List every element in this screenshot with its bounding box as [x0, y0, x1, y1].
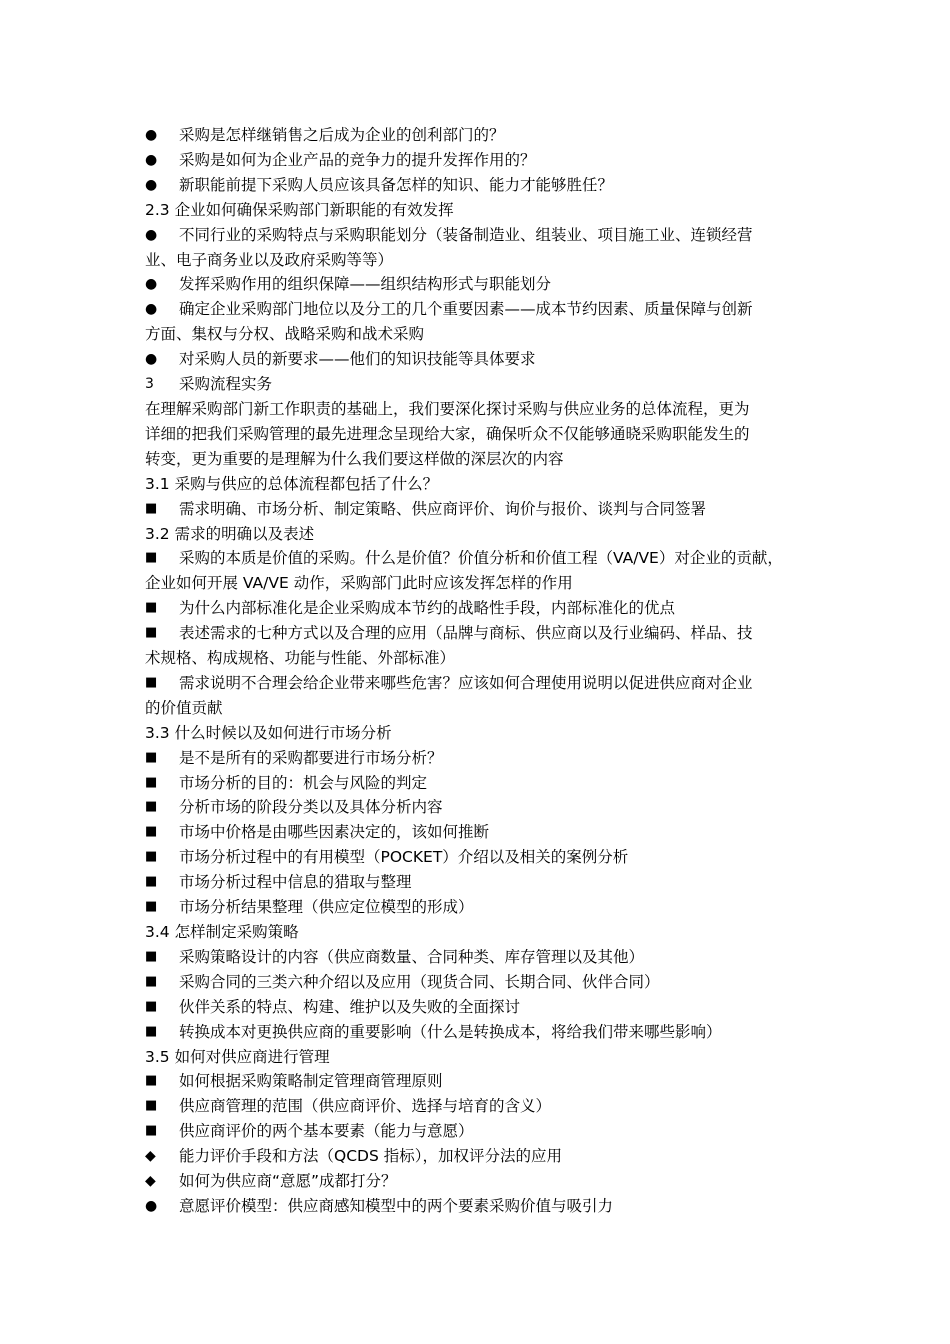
bullet-item — [145, 1020, 825, 1045]
bullet-text: 采购是如何为企业产品的竞争力的提升发挥作用的？ — [179, 150, 536, 169]
bullet-square-icon: ■ — [145, 500, 158, 516]
bullet-text: 市场分析过程中的有用模型（POCKET）介绍以及相关的案例分析 — [179, 848, 629, 867]
bullet-item — [145, 795, 825, 820]
bullet-circle-icon: ● — [145, 226, 158, 243]
bullet-text: 新职能前提下采购人员应该具备怎样的知识、能力才能够胜任？ — [179, 175, 614, 194]
bullet-square-icon: ■ — [145, 973, 158, 989]
bullet-item — [145, 995, 825, 1020]
bullet-item — [145, 1144, 825, 1169]
bullet-text: 是不是所有的采购都要进行市场分析？ — [179, 748, 443, 767]
section-heading: 3.4 怎样制定采购策略 — [145, 923, 299, 941]
bullet-square-icon: ■ — [145, 674, 158, 690]
bullet-text: 市场中价格是由哪些因素决定的，该如何推断 — [179, 823, 490, 842]
bullet-text-continuation: 的价值贡献 — [145, 698, 223, 717]
bullet-item — [145, 970, 825, 995]
bullet-text: 需求明确、市场分析、制定策略、供应商评价、询价与报价、谈判与合同签署 — [179, 499, 707, 518]
bullet-text: 发挥采购作用的组织保障——组织结构形式与职能划分 — [179, 275, 552, 294]
bullet-text: 不同行业的采购特点与采购职能划分（装备制造业、组装业、项目施工业、连锁经营 — [179, 225, 753, 244]
bullet-item — [145, 1169, 825, 1194]
bullet-text: 如何根据采购策略制定管理商管理原则 — [179, 1072, 443, 1091]
bullet-text: 市场分析的目的：机会与风险的判定 — [179, 773, 428, 792]
bullet-square-icon: ■ — [145, 1123, 158, 1139]
bullet-circle-icon: ● — [145, 151, 158, 168]
chapter-title: 采购流程实务 — [179, 375, 273, 394]
bullet-text-continuation: 方面、集权与分权、战略采购和战术采购 — [145, 325, 425, 344]
bullet-text: 意愿评价模型：供应商感知模型中的两个要素采购价值与吸引力 — [179, 1196, 614, 1215]
bullet-text: 市场分析结果整理（供应定位模型的形成） — [179, 898, 474, 917]
paragraph-line: 在理解采购部门新工作职责的基础上，我们要深化探讨采购与供应业务的总体流程，更为 — [145, 399, 750, 418]
bullet-square-icon: ■ — [145, 600, 158, 616]
bullet-item — [145, 621, 825, 646]
bullet-square-icon: ■ — [145, 899, 158, 915]
bullet-text: 转换成本对更换供应商的重要影响（什么是转换成本，将给我们带来哪些影响） — [179, 1022, 722, 1041]
section-heading: 3.3 什么时候以及如何进行市场分析 — [145, 723, 392, 742]
bullet-text: 采购是怎样继销售之后成为企业的创利部门的？ — [179, 126, 505, 144]
bullet-circle-icon: ● — [145, 276, 158, 293]
bullet-square-icon: ■ — [145, 625, 158, 641]
bullet-text: 对采购人员的新要求——他们的知识技能等具体要求 — [179, 350, 536, 369]
bullet-item — [145, 1094, 825, 1119]
bullet-item — [145, 148, 825, 173]
bullet-diamond-icon: ◆ — [145, 1148, 156, 1165]
bullet-square-icon: ■ — [145, 948, 158, 964]
bullet-item — [145, 596, 825, 621]
bullet-item — [145, 746, 825, 771]
bullet-circle-icon: ● — [145, 127, 158, 143]
bullet-text: 市场分析过程中信息的猎取与整理 — [179, 873, 412, 892]
bullet-text: 如何为供应商“意愿”成都打分？ — [179, 1172, 397, 1191]
bullet-square-icon: ■ — [145, 550, 158, 566]
bullet-text-continuation: 术规格、构成规格、功能与性能、外部标准） — [145, 649, 456, 668]
paragraph-line: 详细的把我们采购管理的最先进理念呈现给大家，确保听众不仅能够通晓采购职能发生的 — [145, 424, 750, 443]
bullet-text: 确定企业采购部门地位以及分工的几个重要因素——成本节约因素、质量保障与创新 — [179, 300, 753, 319]
section-heading: 2.3 企业如何确保采购部门新职能的有效发挥 — [145, 200, 454, 219]
section-heading: 3.5 如何对供应商进行管理 — [145, 1047, 330, 1066]
bullet-square-icon: ■ — [145, 1073, 158, 1089]
bullet-text: 表述需求的七种方式以及合理的应用（品牌与商标、供应商以及行业编码、样品、技 — [179, 624, 753, 643]
bullet-item — [145, 1069, 825, 1094]
bullet-text: 伙伴关系的特点、构建、维护以及失败的全面探讨 — [179, 997, 521, 1016]
bullet-text: 采购的本质是价值的采购。什么是价值？价值分析和价值工程（VA/VE）对企业的贡献， — [179, 549, 783, 568]
bullet-text: 采购策略设计的内容（供应商数量、合同种类、库存管理以及其他） — [179, 947, 645, 966]
bullet-item — [145, 123, 825, 148]
chapter-heading — [145, 372, 825, 397]
bullet-item — [145, 895, 825, 920]
chapter-number: 3 — [145, 376, 154, 393]
bullet-item — [145, 945, 825, 970]
bullet-text: 为什么内部标准化是企业采购成本节约的战略性手段，内部标准化的优点 — [179, 599, 676, 618]
bullet-item — [145, 671, 825, 696]
bullet-item — [145, 546, 825, 571]
bullet-item — [145, 497, 825, 522]
bullet-item — [145, 1194, 825, 1219]
document-page — [145, 123, 825, 1219]
bullet-text: 分析市场的阶段分类以及具体分析内容 — [179, 798, 443, 817]
bullet-text: 供应商评价的两个基本要素（能力与意愿） — [179, 1122, 474, 1141]
bullet-square-icon: ■ — [145, 1098, 158, 1114]
bullet-square-icon: ■ — [145, 1023, 158, 1039]
bullet-circle-icon: ● — [145, 351, 158, 368]
bullet-square-icon: ■ — [145, 998, 158, 1014]
bullet-item — [145, 870, 825, 895]
section-heading: 3.1 采购与供应的总体流程都包括了什么？ — [145, 474, 439, 493]
bullet-item — [145, 771, 825, 796]
bullet-square-icon: ■ — [145, 774, 158, 790]
bullet-circle-icon: ● — [145, 301, 158, 318]
paragraph-line: 转变，更为重要的是理解为什么我们要这样做的深层次的内容 — [145, 449, 564, 468]
bullet-square-icon: ■ — [145, 824, 158, 840]
bullet-text-continuation: 业、电子商务业以及政府采购等等） — [145, 250, 394, 269]
bullet-text: 供应商管理的范围（供应商评价、选择与培育的含义） — [179, 1097, 552, 1116]
bullet-circle-icon: ● — [145, 176, 158, 193]
bullet-text: 需求说明不合理会给企业带来哪些危害？应该如何合理使用说明以促进供应商对企业 — [179, 673, 753, 692]
bullet-square-icon: ■ — [145, 849, 158, 865]
bullet-diamond-icon: ◆ — [145, 1173, 156, 1190]
bullet-square-icon: ■ — [145, 874, 158, 890]
bullet-item — [145, 173, 825, 198]
bullet-square-icon: ■ — [145, 749, 158, 765]
section-heading: 3.2 需求的明确以及表述 — [145, 524, 315, 543]
bullet-text: 采购合同的三类六种介绍以及应用（现货合同、长期合同、伙伴合同） — [179, 972, 660, 991]
bullet-item — [145, 297, 825, 322]
bullet-item — [145, 272, 825, 297]
bullet-item — [145, 1119, 825, 1144]
bullet-item — [145, 820, 825, 845]
bullet-item — [145, 223, 825, 248]
bullet-circle-icon: ● — [145, 1197, 158, 1214]
bullet-item — [145, 347, 825, 372]
bullet-square-icon: ■ — [145, 799, 158, 815]
bullet-text: 能力评价手段和方法（QCDS 指标），加权评分法的应用 — [179, 1147, 562, 1166]
bullet-text-continuation: 企业如何开展 VA/VE 动作，采购部门此时应该发挥怎样的作用 — [145, 574, 573, 593]
bullet-item — [145, 845, 825, 870]
